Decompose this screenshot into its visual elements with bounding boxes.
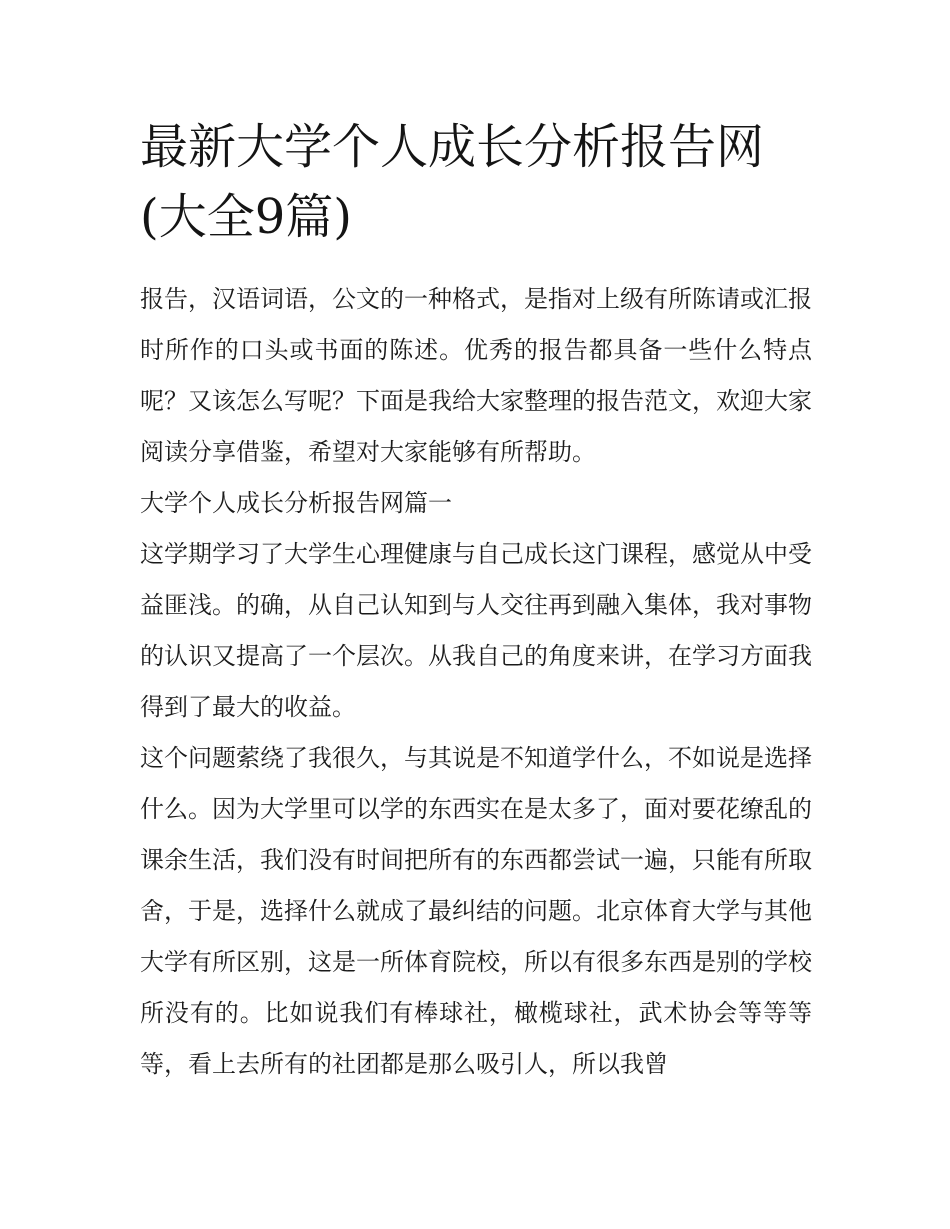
section-heading: 大学个人成长分析报告网篇一 [140, 489, 452, 517]
document-content [140, 112, 812, 1090]
body-paragraph: 这个问题萦绕了我很久，与其说是不知道学什么，不如说是选择什么。因为大学里可以学的东西实在是太多了，面对要花缭乱的课余生活，我们没有时间把所有的东西都尝试一遍，只能有所取舍，于是，选择什么就成了最纠结的问题。北京体育大学与其他大学有所区别，这是一所体育院校，所以有很多东西是别的学校所没有的。比如说我们有棒球社，橄榄球社，武术协会等等等等，看上去所有的社团都是那么吸引人，所以我曾 [140, 744, 812, 1078]
document-title: 最新大学个人成长分析报告网(大全9篇) [140, 119, 765, 245]
document-body [140, 274, 812, 1090]
intro-paragraph: 报告，汉语词语，公文的一种格式，是指对上级有所陈请或汇报时所作的口头或书面的陈述。优秀的报告都具备一些什么特点呢？又该怎么写呢？下面是我给大家整理的报告范文，欢迎大家阅读分享借鉴，希望对大家能够有所帮助。 [140, 285, 812, 466]
body-paragraph: 这学期学习了大学生心理健康与自己成长这门课程，感觉从中受益匪浅。的确，从自己认知到与人交往再到融入集体，我对事物的认识又提高了一个层次。从我自己的角度来讲，在学习方面我得到了最大的收益。 [140, 540, 812, 721]
